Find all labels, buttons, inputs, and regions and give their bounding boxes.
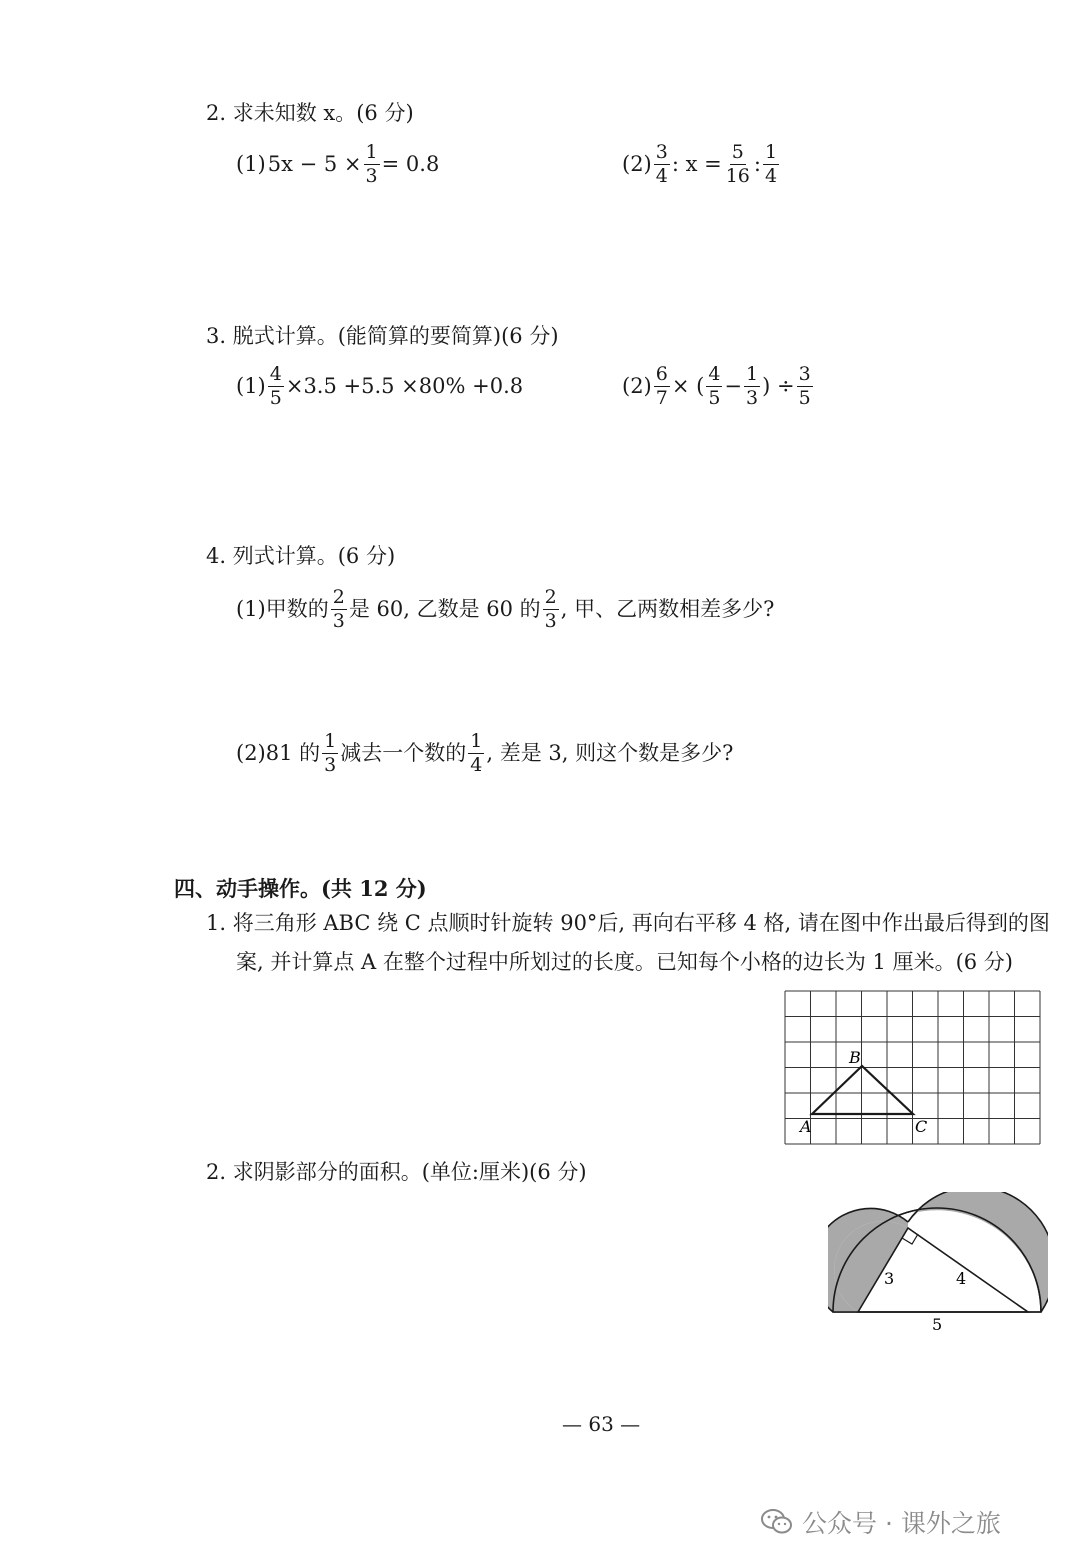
label: (1) (236, 597, 266, 622)
side-label-3: 3 (884, 1269, 895, 1288)
expr-text: 5x − 5 × (267, 152, 362, 177)
numerator: 2 (332, 586, 345, 608)
text: 案, 并计算点 A 在整个过程中所划过的长度。已知每个小格的边长为 1 厘米。(6 分) (236, 950, 1013, 974)
text: 是 60, 乙数是 60 的 (348, 597, 541, 622)
label: (1) (236, 374, 266, 399)
expr-text: : (753, 152, 761, 177)
s4-q1-line2 (236, 952, 1013, 973)
q3-title-text: 3. 脱式计算。(能简算的要简算)(6 分) (206, 324, 559, 348)
q2-part2 (622, 143, 781, 187)
denominator: 3 (544, 609, 557, 632)
side-label-4: 4 (956, 1269, 967, 1288)
fraction (364, 143, 380, 187)
vertex-label-b: B (849, 1048, 861, 1067)
text: , 差是 3, 则这个数是多少? (486, 741, 734, 766)
numerator: 2 (544, 586, 557, 608)
watermark-text: 公众号 · 课外之旅 (802, 1509, 1001, 1538)
text: , 甲、乙两数相差多少? (560, 597, 775, 622)
expr-text: : x = (671, 152, 722, 177)
denominator: 3 (324, 753, 337, 776)
expr-text: ×3.5 +5.5 ×80% +0.8 (285, 374, 524, 399)
s4-q1-line1 (206, 913, 1050, 934)
fraction (268, 365, 284, 409)
triangle-grid-figure (780, 988, 1044, 1146)
fraction (706, 365, 722, 409)
denominator: 3 (365, 164, 378, 187)
denominator: 7 (655, 386, 668, 409)
numerator: 6 (655, 363, 668, 385)
fraction (744, 365, 760, 409)
fraction (654, 365, 670, 409)
section4-heading: 四、动手操作。(共 12 分) (174, 876, 427, 901)
shaded-area-figure (828, 1192, 1048, 1342)
denominator: 5 (798, 386, 811, 409)
denominator: 5 (269, 386, 282, 409)
numerator: 1 (746, 363, 759, 385)
fraction (331, 588, 347, 632)
label: (1) (236, 152, 266, 177)
denominator: 4 (764, 164, 778, 187)
q4-title-text: 4. 列式计算。(6 分) (206, 544, 396, 568)
numerator: 3 (655, 141, 668, 163)
denominator: 3 (746, 386, 759, 409)
numerator: 5 (731, 141, 744, 163)
numerator: 1 (324, 730, 337, 752)
expr-text: ) ÷ (762, 374, 795, 399)
denominator: 4 (655, 164, 668, 187)
fraction (724, 143, 752, 187)
q4-part2 (236, 732, 733, 776)
numerator: 3 (798, 363, 811, 385)
text: 2. 求阴影部分的面积。(单位:厘米)(6 分) (206, 1160, 587, 1184)
s4-q2-title (206, 1162, 587, 1183)
q2-title-text: 2. 求未知数 x。(6 分) (206, 101, 414, 125)
numerator: 1 (365, 141, 378, 163)
numerator: 1 (764, 141, 778, 163)
q4-part1 (236, 588, 774, 632)
watermark (760, 1504, 1001, 1540)
q4-title (206, 546, 395, 567)
label: (2) (236, 741, 266, 766)
q2-title (206, 103, 414, 124)
side-label-5: 5 (932, 1315, 943, 1334)
q3-title (206, 326, 559, 347)
fraction (468, 732, 484, 776)
q2-part1 (236, 143, 439, 187)
wechat-icon (760, 1507, 794, 1537)
text: 甲数的 (265, 597, 329, 622)
q3-part2 (622, 365, 815, 409)
fraction (322, 732, 338, 776)
numerator: 4 (269, 363, 282, 385)
q3-part1 (236, 365, 523, 409)
label: (2) (622, 374, 652, 399)
label: (2) (622, 152, 652, 177)
fraction (763, 143, 779, 187)
expr-text: × ( (671, 374, 705, 399)
fraction (543, 588, 559, 632)
vertex-label-a: A (800, 1117, 812, 1136)
page-number: — 63 — (562, 1412, 641, 1436)
denominator: 3 (332, 609, 345, 632)
denominator: 16 (725, 164, 750, 187)
triangle-abc (812, 1066, 913, 1114)
denominator: 4 (470, 753, 483, 776)
text: 81 的 (265, 741, 321, 766)
fraction (797, 365, 813, 409)
numerator: 4 (708, 363, 721, 385)
vertex-label-c: C (915, 1117, 928, 1136)
text: 减去一个数的 (340, 741, 467, 766)
fraction (654, 143, 670, 187)
expr-text: = 0.8 (381, 152, 440, 177)
expr-text: − (724, 374, 743, 399)
numerator: 1 (470, 730, 483, 752)
text: 1. 将三角形 ABC 绕 C 点顺时针旋转 90°后, 再向右平移 4 格, 请在图中作出最后得到的图 (206, 911, 1050, 935)
denominator: 5 (708, 386, 721, 409)
grid-lines (785, 991, 1040, 1144)
